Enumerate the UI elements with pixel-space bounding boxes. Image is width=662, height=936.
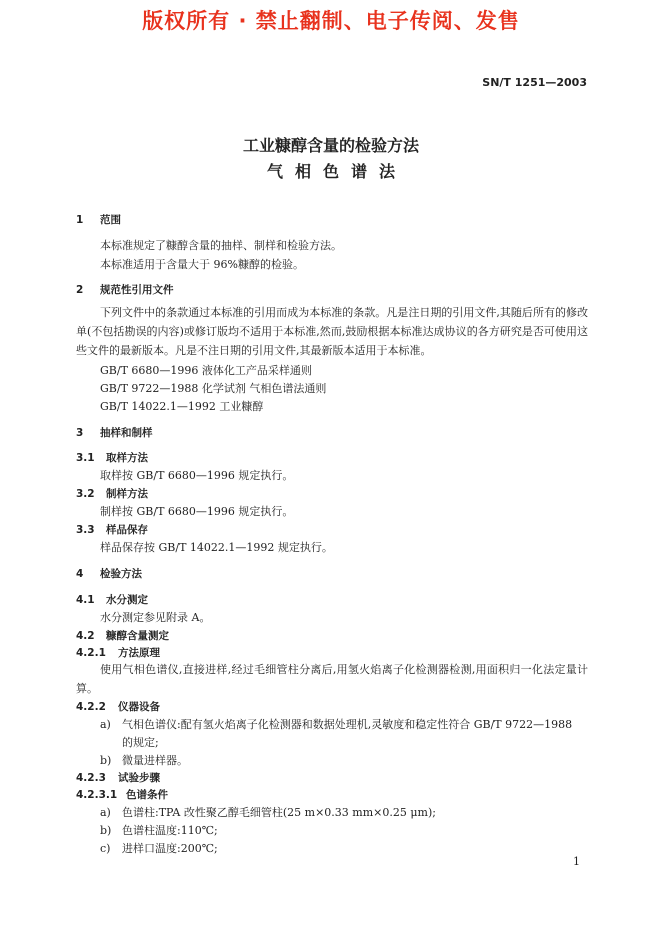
document-subtitle: 气相色谱法	[266, 162, 407, 181]
section-4-heading	[76, 566, 142, 581]
moisture-determination-text: 水分测定参见附录 A。	[100, 611, 211, 624]
reference-item: GB/T 6680—1996 液体化工产品采样通则	[100, 364, 312, 377]
list-text: 色谱柱温度:110℃;	[122, 824, 218, 837]
section-title: 抽样和制样	[100, 427, 153, 439]
section-2-heading	[76, 282, 174, 297]
section-1-heading	[76, 212, 121, 227]
section-title: 范围	[100, 214, 121, 226]
list-text: 气相色谱仪:配有氢火焰离子化检测器和数据处理机,灵敏度和稳定性符合 GB/T 9722—1988	[122, 718, 573, 731]
chromatographic-condition-item	[100, 822, 218, 838]
subsection-4-2-2-heading	[76, 699, 160, 714]
copyright-watermark: 版权所有 · 禁止翻制、电子传阅、发售	[142, 9, 520, 33]
list-label: a)	[100, 718, 111, 731]
subsection-4-2-3-heading	[76, 770, 160, 785]
apparatus-item-b	[100, 752, 188, 768]
list-label: c)	[100, 842, 111, 855]
section-title: 检验方法	[100, 568, 142, 580]
section-number: 1	[76, 214, 84, 226]
apparatus-item-a-continuation: 的规定;	[122, 736, 159, 749]
reference-item: GB/T 9722—1988 化学试剂 气相色谱法通则	[100, 382, 327, 395]
section-title: 糠醇含量测定	[106, 630, 169, 642]
section-number: 4.2.3.1	[76, 789, 118, 801]
reference-item: GB/T 14022.1—1992 工业糠醇	[100, 400, 264, 413]
section-number: 4.2.3	[76, 772, 106, 784]
subsection-4-2-1-heading	[76, 645, 160, 660]
section-title: 水分测定	[106, 594, 148, 606]
method-principle-paragraph: 使用气相色谱仪,直接进样,经过毛细管柱分离后,用氢火焰离子化检测器检测,用面积归一化法定量计算。	[76, 663, 588, 695]
subsection-4-2-heading	[76, 628, 169, 643]
subsection-4-1-heading	[76, 592, 148, 607]
section-title: 规范性引用文件	[100, 284, 174, 296]
section-title: 样品保存	[106, 524, 148, 536]
section-title: 方法原理	[118, 647, 160, 659]
list-text: 色谱柱:TPA 改性聚乙醇毛细管柱(25 m×0.33 mm×0.25 μm);	[122, 806, 436, 819]
section-title: 仪器设备	[118, 701, 160, 713]
chromatographic-condition-item	[100, 804, 436, 820]
section-number: 3.3	[76, 524, 95, 536]
scope-paragraph-1: 本标准规定了糠醇含量的抽样、制样和检验方法。	[100, 239, 342, 252]
section-title: 试验步骤	[118, 772, 160, 784]
subsection-3-1-heading	[76, 450, 148, 465]
section-title: 色谱条件	[126, 789, 168, 801]
sampling-method-text: 取样按 GB/T 6680—1996 规定执行。	[100, 469, 294, 482]
section-number: 3.1	[76, 452, 95, 464]
page-number: 1	[573, 855, 580, 868]
standard-number: SN/T 1251—2003	[482, 76, 587, 89]
normative-references-paragraph: 下列文件中的条款通过本标准的引用而成为本标准的条款。凡是注日期的引用文件,其随后所有的修改单(不包括勘误的内容)或修订版均不适用于本标准,然而,鼓励根据本标准达成协议的各方研究是否可使用这些文件的最新版本。凡是不注日期的引用文件,其最新版本适用于本标准。	[76, 306, 588, 357]
subsection-4-2-3-1-heading	[76, 787, 168, 802]
list-label: b)	[100, 824, 112, 837]
subsection-3-3-heading	[76, 522, 148, 537]
list-text: 微量进样器。	[122, 754, 188, 767]
list-text: 进样口温度:200℃;	[122, 842, 218, 855]
section-number: 2	[76, 284, 84, 296]
subsection-3-2-heading	[76, 486, 148, 501]
section-number: 4.1	[76, 594, 95, 606]
section-title: 取样方法	[106, 452, 148, 464]
section-title: 制样方法	[106, 488, 148, 500]
scope-paragraph-2: 本标准适用于含量大于 96%糠醇的检验。	[100, 258, 304, 271]
section-number: 4.2.1	[76, 647, 106, 659]
sample-storage-text: 样品保存按 GB/T 14022.1—1992 规定执行。	[100, 541, 333, 554]
section-3-heading	[76, 425, 153, 440]
list-label: a)	[100, 806, 111, 819]
section-number: 3	[76, 427, 84, 439]
apparatus-item-a	[100, 716, 572, 732]
section-number: 4	[76, 568, 84, 580]
sample-preparation-text: 制样按 GB/T 6680—1996 规定执行。	[100, 505, 294, 518]
section-number: 4.2	[76, 630, 95, 642]
chromatographic-condition-item	[100, 840, 218, 856]
document-title: 工业糠醇含量的检验方法	[242, 136, 419, 155]
section-number: 3.2	[76, 488, 95, 500]
list-label: b)	[100, 754, 112, 767]
section-number: 4.2.2	[76, 701, 106, 713]
